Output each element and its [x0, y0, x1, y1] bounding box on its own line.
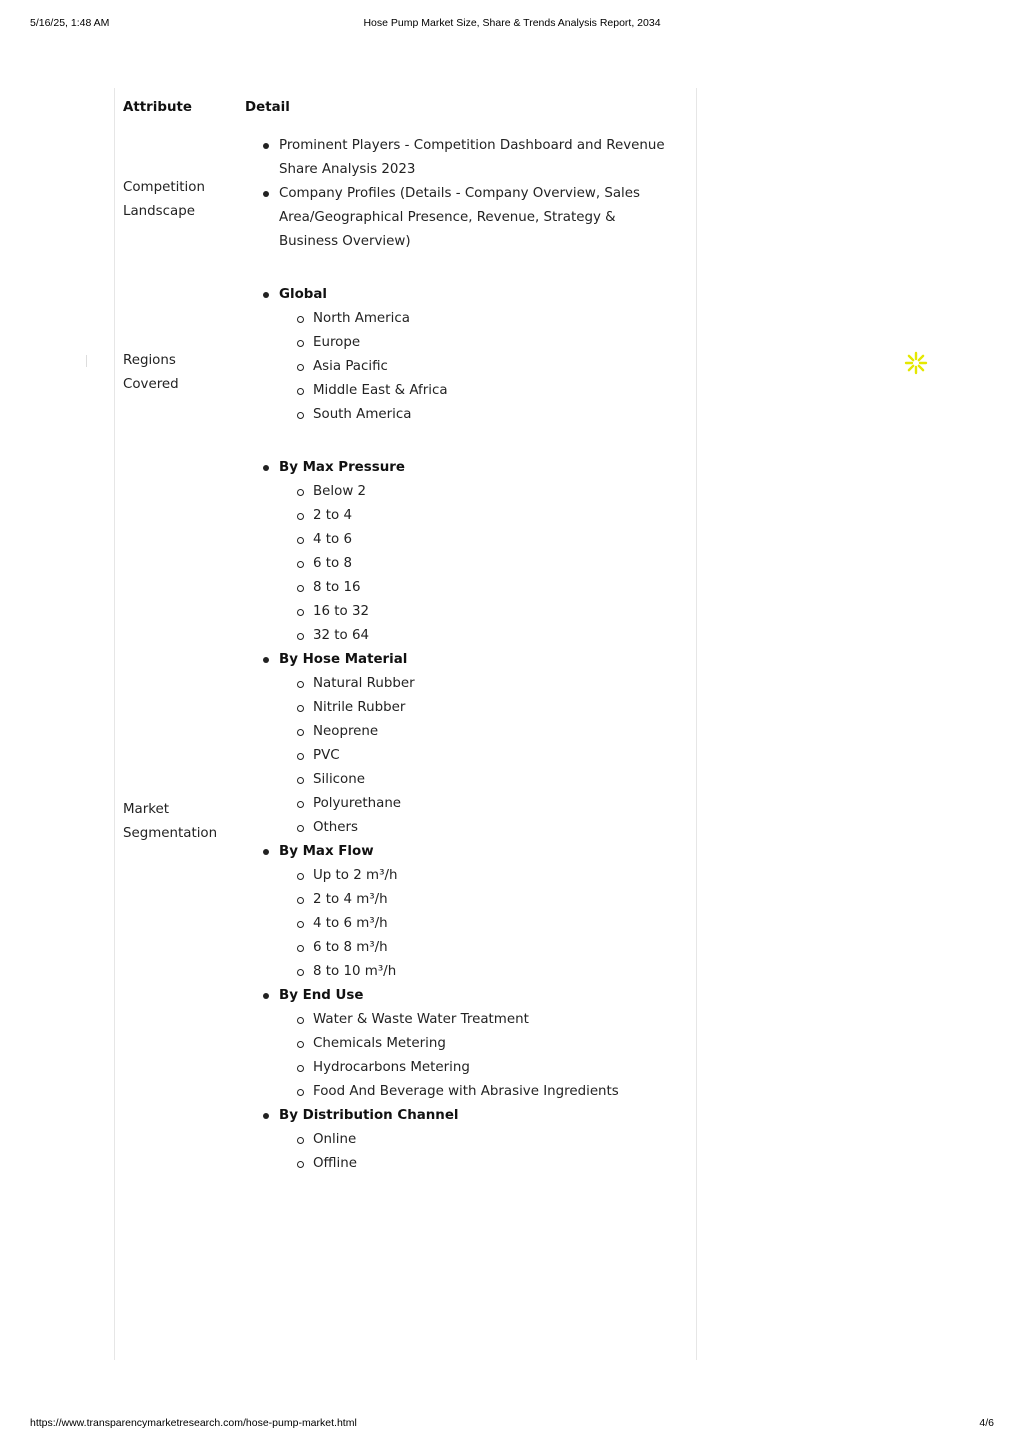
segmentation-list [245, 456, 675, 1176]
list-item: Middle East & Africa [245, 379, 675, 403]
list-item: Water & Waste Water Treatment [245, 1008, 675, 1032]
list-item-group: By End Use [245, 984, 675, 1008]
list-item: Silicone [245, 768, 675, 792]
list-item: South America [245, 403, 675, 427]
header-detail: Detail [245, 100, 290, 115]
list-item: Europe [245, 331, 675, 355]
print-url: https://www.transparencymarketresearch.com/hose-pump-market.html [30, 1417, 357, 1429]
list-item-group: By Max Flow [245, 840, 675, 864]
print-header [30, 17, 994, 31]
competition-label-line2: Landscape [123, 204, 195, 219]
list-item: 16 to 32 [245, 600, 675, 624]
list-item: Others [245, 816, 675, 840]
list-item-group: By Hose Material [245, 648, 675, 672]
list-item-group: By Distribution Channel [245, 1104, 675, 1128]
left-edge-marker [86, 355, 87, 367]
list-item: Asia Pacific [245, 355, 675, 379]
segmentation-label-line1: Market [123, 802, 170, 817]
table-row-segmentation [115, 456, 697, 1176]
segmentation-label-line2: Segmentation [123, 826, 218, 841]
list-item: Nitrile Rubber [245, 696, 675, 720]
list-item: Prominent Players - Competition Dashboard and Revenue Share Analysis 2023 [245, 134, 675, 182]
competition-label-line1: Competition [123, 180, 205, 195]
competition-list [245, 134, 675, 254]
list-item: Natural Rubber [245, 672, 675, 696]
competition-label [123, 176, 235, 224]
regions-list [245, 283, 675, 427]
flower-icon[interactable] [903, 350, 929, 376]
list-item: Up to 2 m³/h [245, 864, 675, 888]
list-item: Hydrocarbons Metering [245, 1056, 675, 1080]
regions-label: Regions Covered [123, 353, 179, 392]
table-row-competition [115, 134, 697, 254]
list-item-group: By Max Pressure [245, 456, 675, 480]
list-item: 2 to 4 m³/h [245, 888, 675, 912]
segmentation-label [123, 798, 235, 846]
header-attribute: Attribute [123, 100, 192, 115]
list-item: 8 to 10 m³/h [245, 960, 675, 984]
list-item: 2 to 4 [245, 504, 675, 528]
list-item: North America [245, 307, 675, 331]
list-item: Polyurethane [245, 792, 675, 816]
list-item: 6 to 8 m³/h [245, 936, 675, 960]
list-item: Food And Beverage with Abrasive Ingredients [245, 1080, 675, 1104]
list-item: Offline [245, 1152, 675, 1176]
table-header-row [115, 96, 697, 120]
print-footer [30, 1417, 994, 1431]
list-item-group: Global [245, 283, 675, 307]
print-title: Hose Pump Market Size, Share & Trends Analysis Report, 2034 [363, 17, 661, 29]
list-item: Chemicals Metering [245, 1032, 675, 1056]
list-item: Neoprene [245, 720, 675, 744]
list-item: 6 to 8 [245, 552, 675, 576]
list-item: PVC [245, 744, 675, 768]
report-scope-table [114, 88, 697, 1360]
list-item: 4 to 6 [245, 528, 675, 552]
print-date: 5/16/25, 1:48 AM [30, 17, 110, 29]
list-item: Online [245, 1128, 675, 1152]
list-item: Below 2 [245, 480, 675, 504]
list-item: Company Profiles (Details - Company Overview, Sales Area/Geographical Presence, Revenue, Strategy & Business Overview) [245, 182, 675, 254]
list-item: 32 to 64 [245, 624, 675, 648]
list-item: 4 to 6 m³/h [245, 912, 675, 936]
table-row-regions [115, 283, 697, 427]
list-item: 8 to 16 [245, 576, 675, 600]
page-number: 4/6 [979, 1417, 994, 1429]
